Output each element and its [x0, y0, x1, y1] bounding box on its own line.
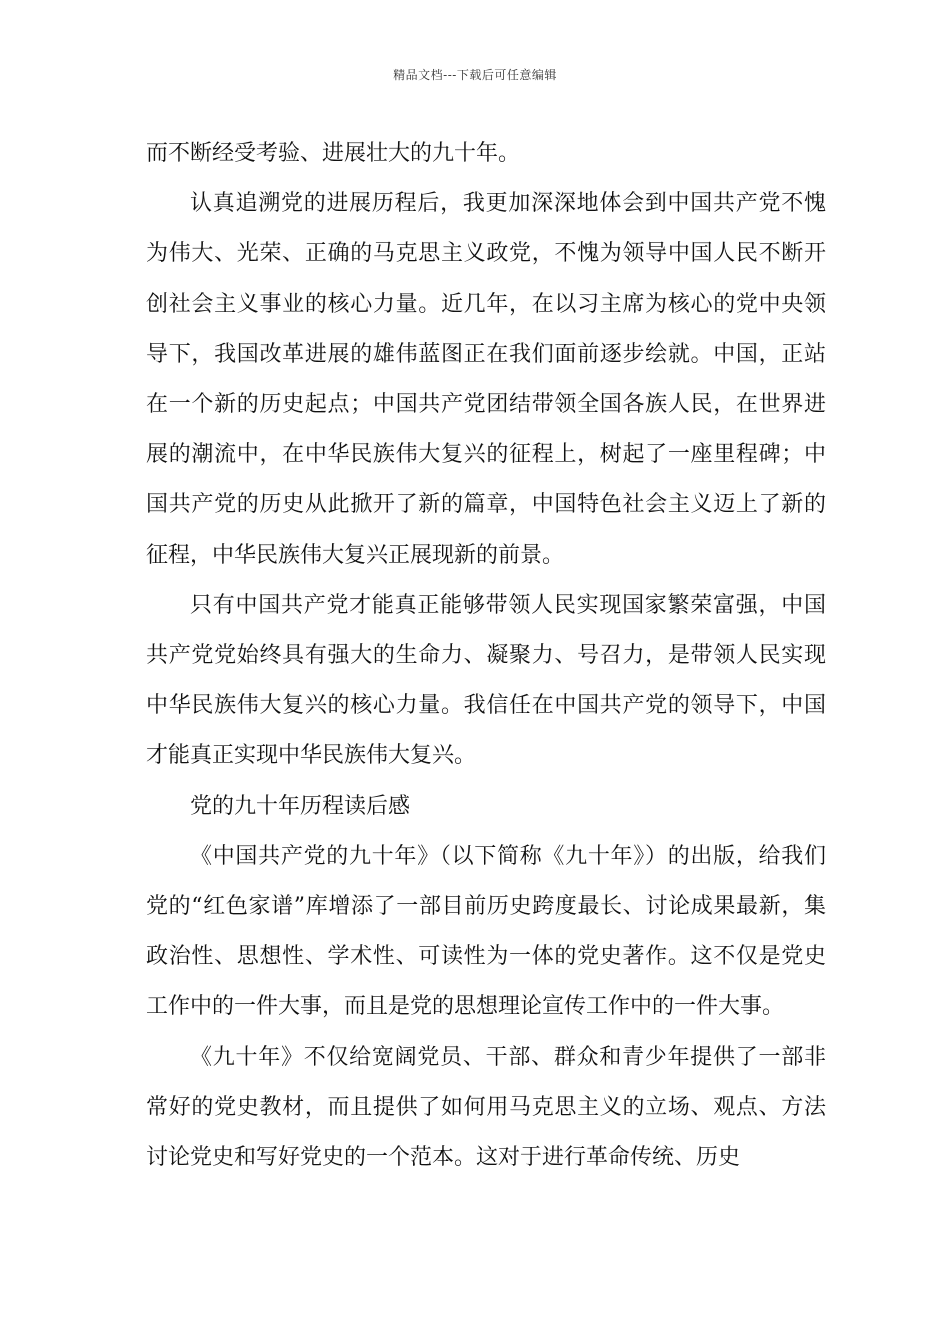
section-title: 党的九十年历程读后感: [190, 793, 411, 819]
page-header: 精品文档---下载后可任意编辑: [393, 68, 557, 82]
paragraph: 只有中国共产党才能真正能够带领人民实现国家繁荣富强，中国共产党党始终具有强大的生命力、凝聚力、号召力，是带领人民实现中华民族伟大复兴的核心力量。我信任在中国共产党的领导下，中国才能真正实现中华民族伟大复兴。: [146, 592, 826, 769]
paragraph: 《中国共产党的九十年》（以下简称《九十年》）的出版，给我们党的“红色家谱”库增添了一部目前历史跨度最长、讨论成果最新，集政治性、思想性、学术性、可读性为一体的党史著作。这不仅是党史工作中的一件大事，而且是党的思想理论宣传工作中的一件大事。: [146, 843, 826, 1020]
paragraph-continuation: 而不断经受考验、进展壮大的九十年。: [146, 141, 521, 166]
paragraph: 《九十年》不仅给宽阔党员、干部、群众和青少年提供了一部非常好的党史教材，而且提供了如何用马克思主义的立场、观点、方法讨论党史和写好党史的一个范本。这对于进行革命传统、历史: [146, 1044, 826, 1171]
paragraph: 认真追溯党的进展历程后，我更加深深地体会到中国共产党不愧为伟大、光荣、正确的马克思主义政党，不愧为领导中国人民不断开创社会主义事业的核心力量。近几年，在以习主席为核心的党中央领导下，我国改革进展的雄伟蓝图正在我们面前逐步绘就。中国，正站在一个新的历史起点；中国共产党团结带领全国各族人民，在世界进展的潮流中，在中华民族伟大复兴的征程上，树起了一座里程碑；中国共产党的历史从此掀开了新的篇章，中国特色社会主义迈上了新的征程，中华民族伟大复兴正展现新的前景。: [146, 191, 826, 568]
document-body: [146, 129, 826, 1183]
